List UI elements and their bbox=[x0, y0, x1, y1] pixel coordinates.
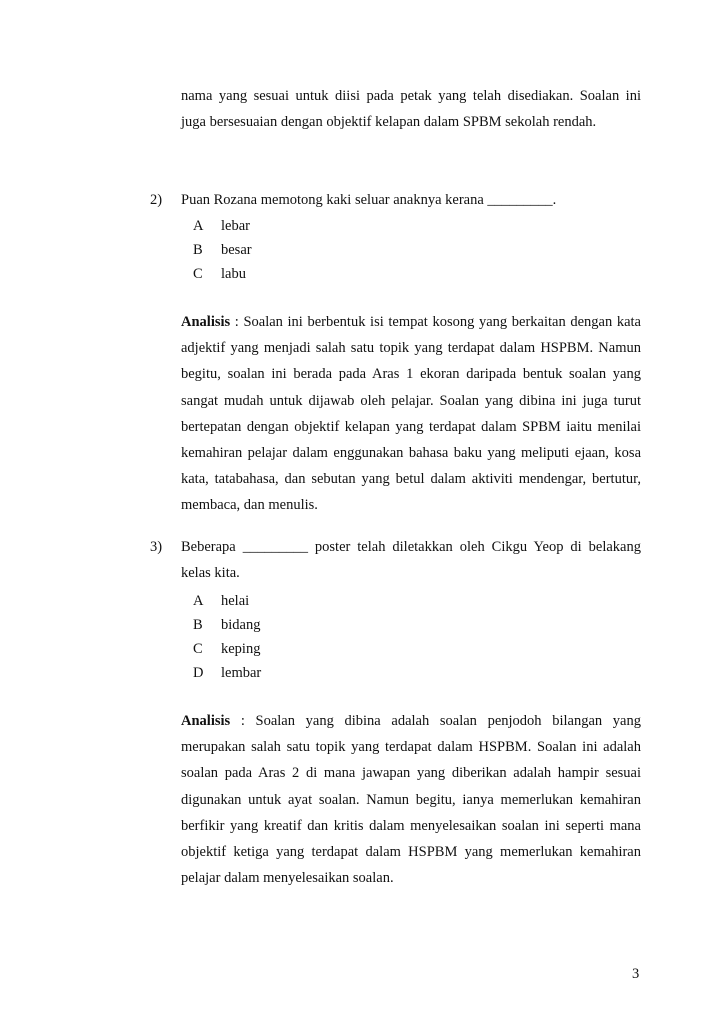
option-a bbox=[193, 214, 252, 238]
option-b bbox=[193, 613, 261, 637]
option-text: besar bbox=[221, 242, 252, 258]
page-number: 3 bbox=[632, 966, 640, 982]
analysis-line: kata, tatabahasa, dan sebutan yang betul dalam aktiviti mendengar, bertutur, bbox=[181, 471, 641, 488]
option-c bbox=[193, 262, 252, 286]
option-text: labu bbox=[221, 266, 246, 282]
analysis-line: bertepatan dengan objektif kelapan yang terdapat dalam SPBM iaitu menilai bbox=[181, 418, 641, 435]
analysis-line bbox=[181, 309, 641, 335]
analysis-line: begitu, soalan ini berada pada Aras 1 ekoran daripada bentuk soalan yang bbox=[181, 366, 641, 383]
option-letter: B bbox=[193, 617, 203, 633]
analysis-line: berfikir yang kreatif dan kritis dalam menyelesaikan soalan ini seperti mana bbox=[181, 817, 641, 834]
option-b bbox=[193, 238, 252, 262]
option-letter: C bbox=[193, 641, 203, 657]
question-3-analysis bbox=[181, 708, 641, 891]
option-text: keping bbox=[221, 641, 261, 657]
question-2-options bbox=[193, 214, 252, 286]
option-text: bidang bbox=[221, 617, 261, 633]
analysis-line: digunakan untuk ayat soalan. Namun begitu, ianya memerlukan kemahiran bbox=[181, 791, 641, 808]
intro-line-1: nama yang sesuai untuk diisi pada petak yang telah disediakan. Soalan ini bbox=[181, 88, 641, 104]
question-2-text: Puan Rozana memotong kaki seluar anaknya kerana _________. bbox=[181, 192, 557, 208]
question-3-text-line-1: Beberapa _________ poster telah diletakkan oleh Cikgu Yeop di belakang bbox=[181, 539, 641, 555]
intro-line-2: juga bersesuaian dengan objektif kelapan dalam SPBM sekolah rendah. bbox=[181, 114, 597, 131]
question-3-options bbox=[193, 589, 261, 685]
analysis-line: membaca, dan menulis. bbox=[181, 497, 318, 514]
option-letter: A bbox=[193, 218, 204, 234]
analysis-label: Analisis bbox=[181, 713, 231, 729]
question-2 bbox=[150, 187, 641, 213]
analysis-line: pelajar dalam menyelesaikan soalan. bbox=[181, 870, 394, 887]
question-2-number: 2) bbox=[150, 192, 163, 208]
analysis-line: merupakan salah satu topik yang terdapat dalam HSPBM. Soalan ini adalah bbox=[181, 739, 641, 756]
option-text: lebar bbox=[221, 218, 250, 234]
question-3-number: 3) bbox=[150, 539, 163, 555]
analysis-line: kemahiran pelajar dalam enggunakan bahasa baku yang meliputi ejaan, kosa bbox=[181, 444, 641, 461]
analysis-line: sangat mudah untuk dijawab oleh pelajar. Soalan yang dibina ini juga turut bbox=[181, 392, 641, 409]
analysis-label: Analisis bbox=[181, 314, 231, 330]
analysis-line bbox=[181, 708, 641, 734]
option-a bbox=[193, 589, 261, 613]
question-3 bbox=[150, 534, 641, 586]
analysis-text: : Soalan ini berbentuk isi tempat kosong yang berkaitan dengan kata bbox=[230, 314, 641, 330]
intro-paragraph bbox=[181, 83, 641, 135]
option-text: lembar bbox=[221, 665, 262, 681]
option-c bbox=[193, 637, 261, 661]
analysis-line: soalan pada Aras 2 di mana jawapan yang diberikan adalah hampir sesuai bbox=[181, 765, 641, 782]
option-letter: C bbox=[193, 266, 203, 282]
analysis-line: objektif ketiga yang terdapat dalam HSPBM yang memerlukan kemahiran bbox=[181, 843, 641, 860]
question-2-analysis bbox=[181, 309, 641, 519]
option-letter: D bbox=[193, 665, 204, 681]
analysis-line: adjektif yang menjadi salah satu topik yang terdapat dalam HSPBM. Namun bbox=[181, 340, 641, 357]
option-d bbox=[193, 661, 261, 685]
option-text: helai bbox=[221, 593, 250, 609]
analysis-text: : Soalan yang dibina adalah soalan penjodoh bilangan yang bbox=[230, 713, 641, 729]
question-3-text-line-2: kelas kita. bbox=[181, 565, 240, 582]
option-letter: B bbox=[193, 242, 203, 258]
option-letter: A bbox=[193, 593, 204, 609]
